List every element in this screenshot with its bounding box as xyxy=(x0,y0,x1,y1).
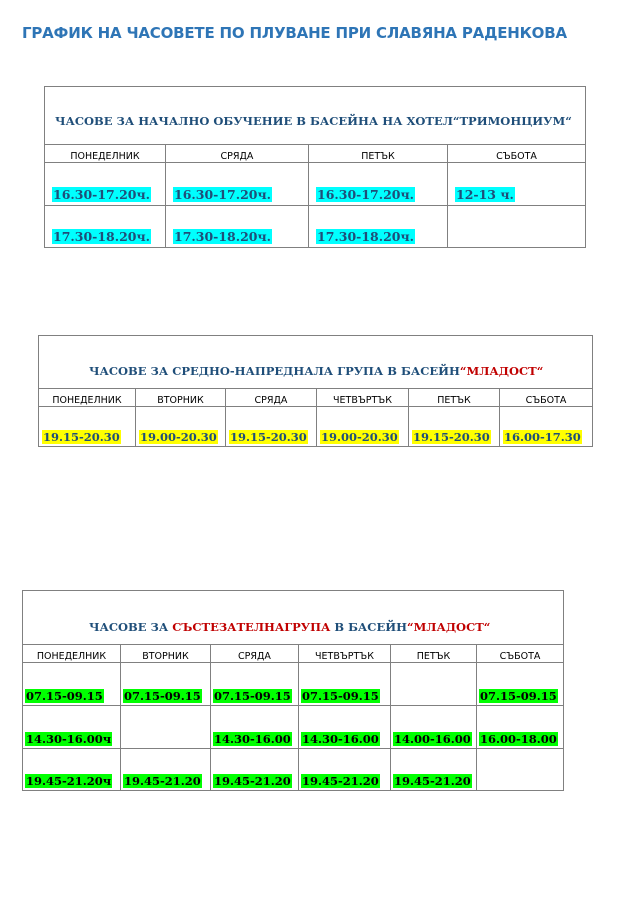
table-cell xyxy=(391,706,477,749)
time-slot: 17.30-18.20ч. xyxy=(174,229,271,244)
table-cell xyxy=(211,706,299,749)
header-saturday: СЪБОТА xyxy=(448,145,586,163)
caption-group: СЪСТЕЗАТЕЛНАГРУПА xyxy=(172,620,331,634)
table-cell xyxy=(45,206,166,248)
table-cell xyxy=(211,663,299,706)
header-monday: ПОНЕДЕЛНИК xyxy=(39,389,136,407)
table-cell xyxy=(121,749,211,791)
table-cell xyxy=(448,163,586,206)
table-cell xyxy=(299,663,391,706)
table-row xyxy=(23,706,564,749)
table-row xyxy=(39,407,593,447)
table-cell xyxy=(409,407,500,447)
competitive-schedule-table xyxy=(22,590,564,791)
header-friday: ПЕТЪК xyxy=(391,645,477,663)
table-cell xyxy=(299,749,391,791)
table-cell xyxy=(211,749,299,791)
table-row xyxy=(23,663,564,706)
table-cell xyxy=(391,749,477,791)
time-slot: 07.15-09.15 xyxy=(214,689,291,703)
table-cell xyxy=(45,163,166,206)
table-caption xyxy=(23,591,564,645)
table-cell xyxy=(23,706,121,749)
table-cell xyxy=(121,706,211,749)
caption-venue: “МЛАДОСТ“ xyxy=(459,364,544,378)
table-cell xyxy=(317,407,409,447)
caption-text: ЧАСОВЕ ЗА xyxy=(89,620,173,634)
caption-text: В БАСЕЙН xyxy=(330,620,407,634)
time-slot: 19.45-21.20 xyxy=(124,774,201,788)
time-slot: 19.45-21.20 xyxy=(394,774,471,788)
table-cell xyxy=(166,206,309,248)
table-cell xyxy=(166,163,309,206)
table-cell xyxy=(309,206,448,248)
table-cell xyxy=(23,749,121,791)
table-cell xyxy=(121,663,211,706)
table-cell xyxy=(39,407,136,447)
time-slot: 14.30-16.00 xyxy=(302,732,379,746)
time-slot: 17.30-18.20ч. xyxy=(53,229,150,244)
time-slot: 17.30-18.20ч. xyxy=(317,229,414,244)
header-saturday: СЪБОТА xyxy=(477,645,564,663)
header-thursday: ЧЕТВЪРТЪК xyxy=(299,645,391,663)
table-cell xyxy=(299,706,391,749)
time-slot: 19.15-20.30 xyxy=(43,430,120,444)
table-row xyxy=(45,206,586,248)
time-slot: 07.15-09.15 xyxy=(480,689,557,703)
header-wednesday: СРЯДА xyxy=(211,645,299,663)
header-monday: ПОНЕДЕЛНИК xyxy=(23,645,121,663)
header-monday: ПОНЕДЕЛНИК xyxy=(45,145,166,163)
time-slot: 14.30-16.00 xyxy=(214,732,291,746)
caption-venue: “МЛАДОСТ“ xyxy=(406,620,491,634)
time-slot: 16.30-17.20ч. xyxy=(317,187,414,202)
time-slot: 19.45-21.20 xyxy=(302,774,379,788)
page-title: ГРАФИК НА ЧАСОВЕТЕ ПО ПЛУВАНЕ ПРИ СЛАВЯНА РАДЕНКОВА xyxy=(22,24,567,42)
table-cell xyxy=(226,407,317,447)
header-wednesday: СРЯДА xyxy=(166,145,309,163)
time-slot: 07.15-09.15 xyxy=(124,689,201,703)
time-slot: 19.15-20.30 xyxy=(413,430,490,444)
header-wednesday: СРЯДА xyxy=(226,389,317,407)
time-slot: 19.00-20.30 xyxy=(321,430,398,444)
time-slot: 14.00-16.00 xyxy=(394,732,471,746)
table-cell xyxy=(500,407,593,447)
caption-text: ЧАСОВЕ ЗА НАЧАЛНО ОБУЧЕНИЕ В БАСЕЙНА НА ХОТЕЛ“ТРИМОНЦИУМ“ xyxy=(55,114,572,128)
time-slot: 14.30-16.00ч xyxy=(26,732,112,746)
time-slot: 16.30-17.20ч. xyxy=(53,187,150,202)
time-slot: 16.00-18.00 xyxy=(480,732,557,746)
table-row xyxy=(23,749,564,791)
header-thursday: ЧЕТВЪРТЪК xyxy=(317,389,409,407)
table-cell xyxy=(309,163,448,206)
time-slot: 16.30-17.20ч. xyxy=(174,187,271,202)
table-cell xyxy=(477,706,564,749)
table-cell xyxy=(136,407,226,447)
header-friday: ПЕТЪК xyxy=(309,145,448,163)
intermediate-schedule-table xyxy=(38,335,593,447)
time-slot: 16.00-17.30 xyxy=(504,430,581,444)
table-cell xyxy=(23,663,121,706)
header-friday: ПЕТЪК xyxy=(409,389,500,407)
header-saturday: СЪБОТА xyxy=(500,389,593,407)
beginner-schedule-table xyxy=(44,86,586,248)
time-slot: 19.45-21.20 xyxy=(214,774,291,788)
time-slot: 19.45-21.20ч xyxy=(26,774,112,788)
table-cell xyxy=(477,663,564,706)
table-cell xyxy=(477,749,564,791)
table-cell xyxy=(448,206,586,248)
time-slot: 07.15-09.15 xyxy=(26,689,103,703)
time-slot: 12-13 ч. xyxy=(456,187,514,202)
header-tuesday: ВТОРНИК xyxy=(136,389,226,407)
table-row xyxy=(45,163,586,206)
header-tuesday: ВТОРНИК xyxy=(121,645,211,663)
table-cell xyxy=(391,663,477,706)
time-slot: 19.00-20.30 xyxy=(140,430,217,444)
table-caption xyxy=(45,87,586,145)
time-slot: 07.15-09.15 xyxy=(302,689,379,703)
caption-text: ЧАСОВЕ ЗА СРЕДНО-НАПРЕДНАЛА ГРУПА В БАСЕЙН xyxy=(89,364,460,378)
table-caption xyxy=(39,336,593,389)
time-slot: 19.15-20.30 xyxy=(230,430,307,444)
